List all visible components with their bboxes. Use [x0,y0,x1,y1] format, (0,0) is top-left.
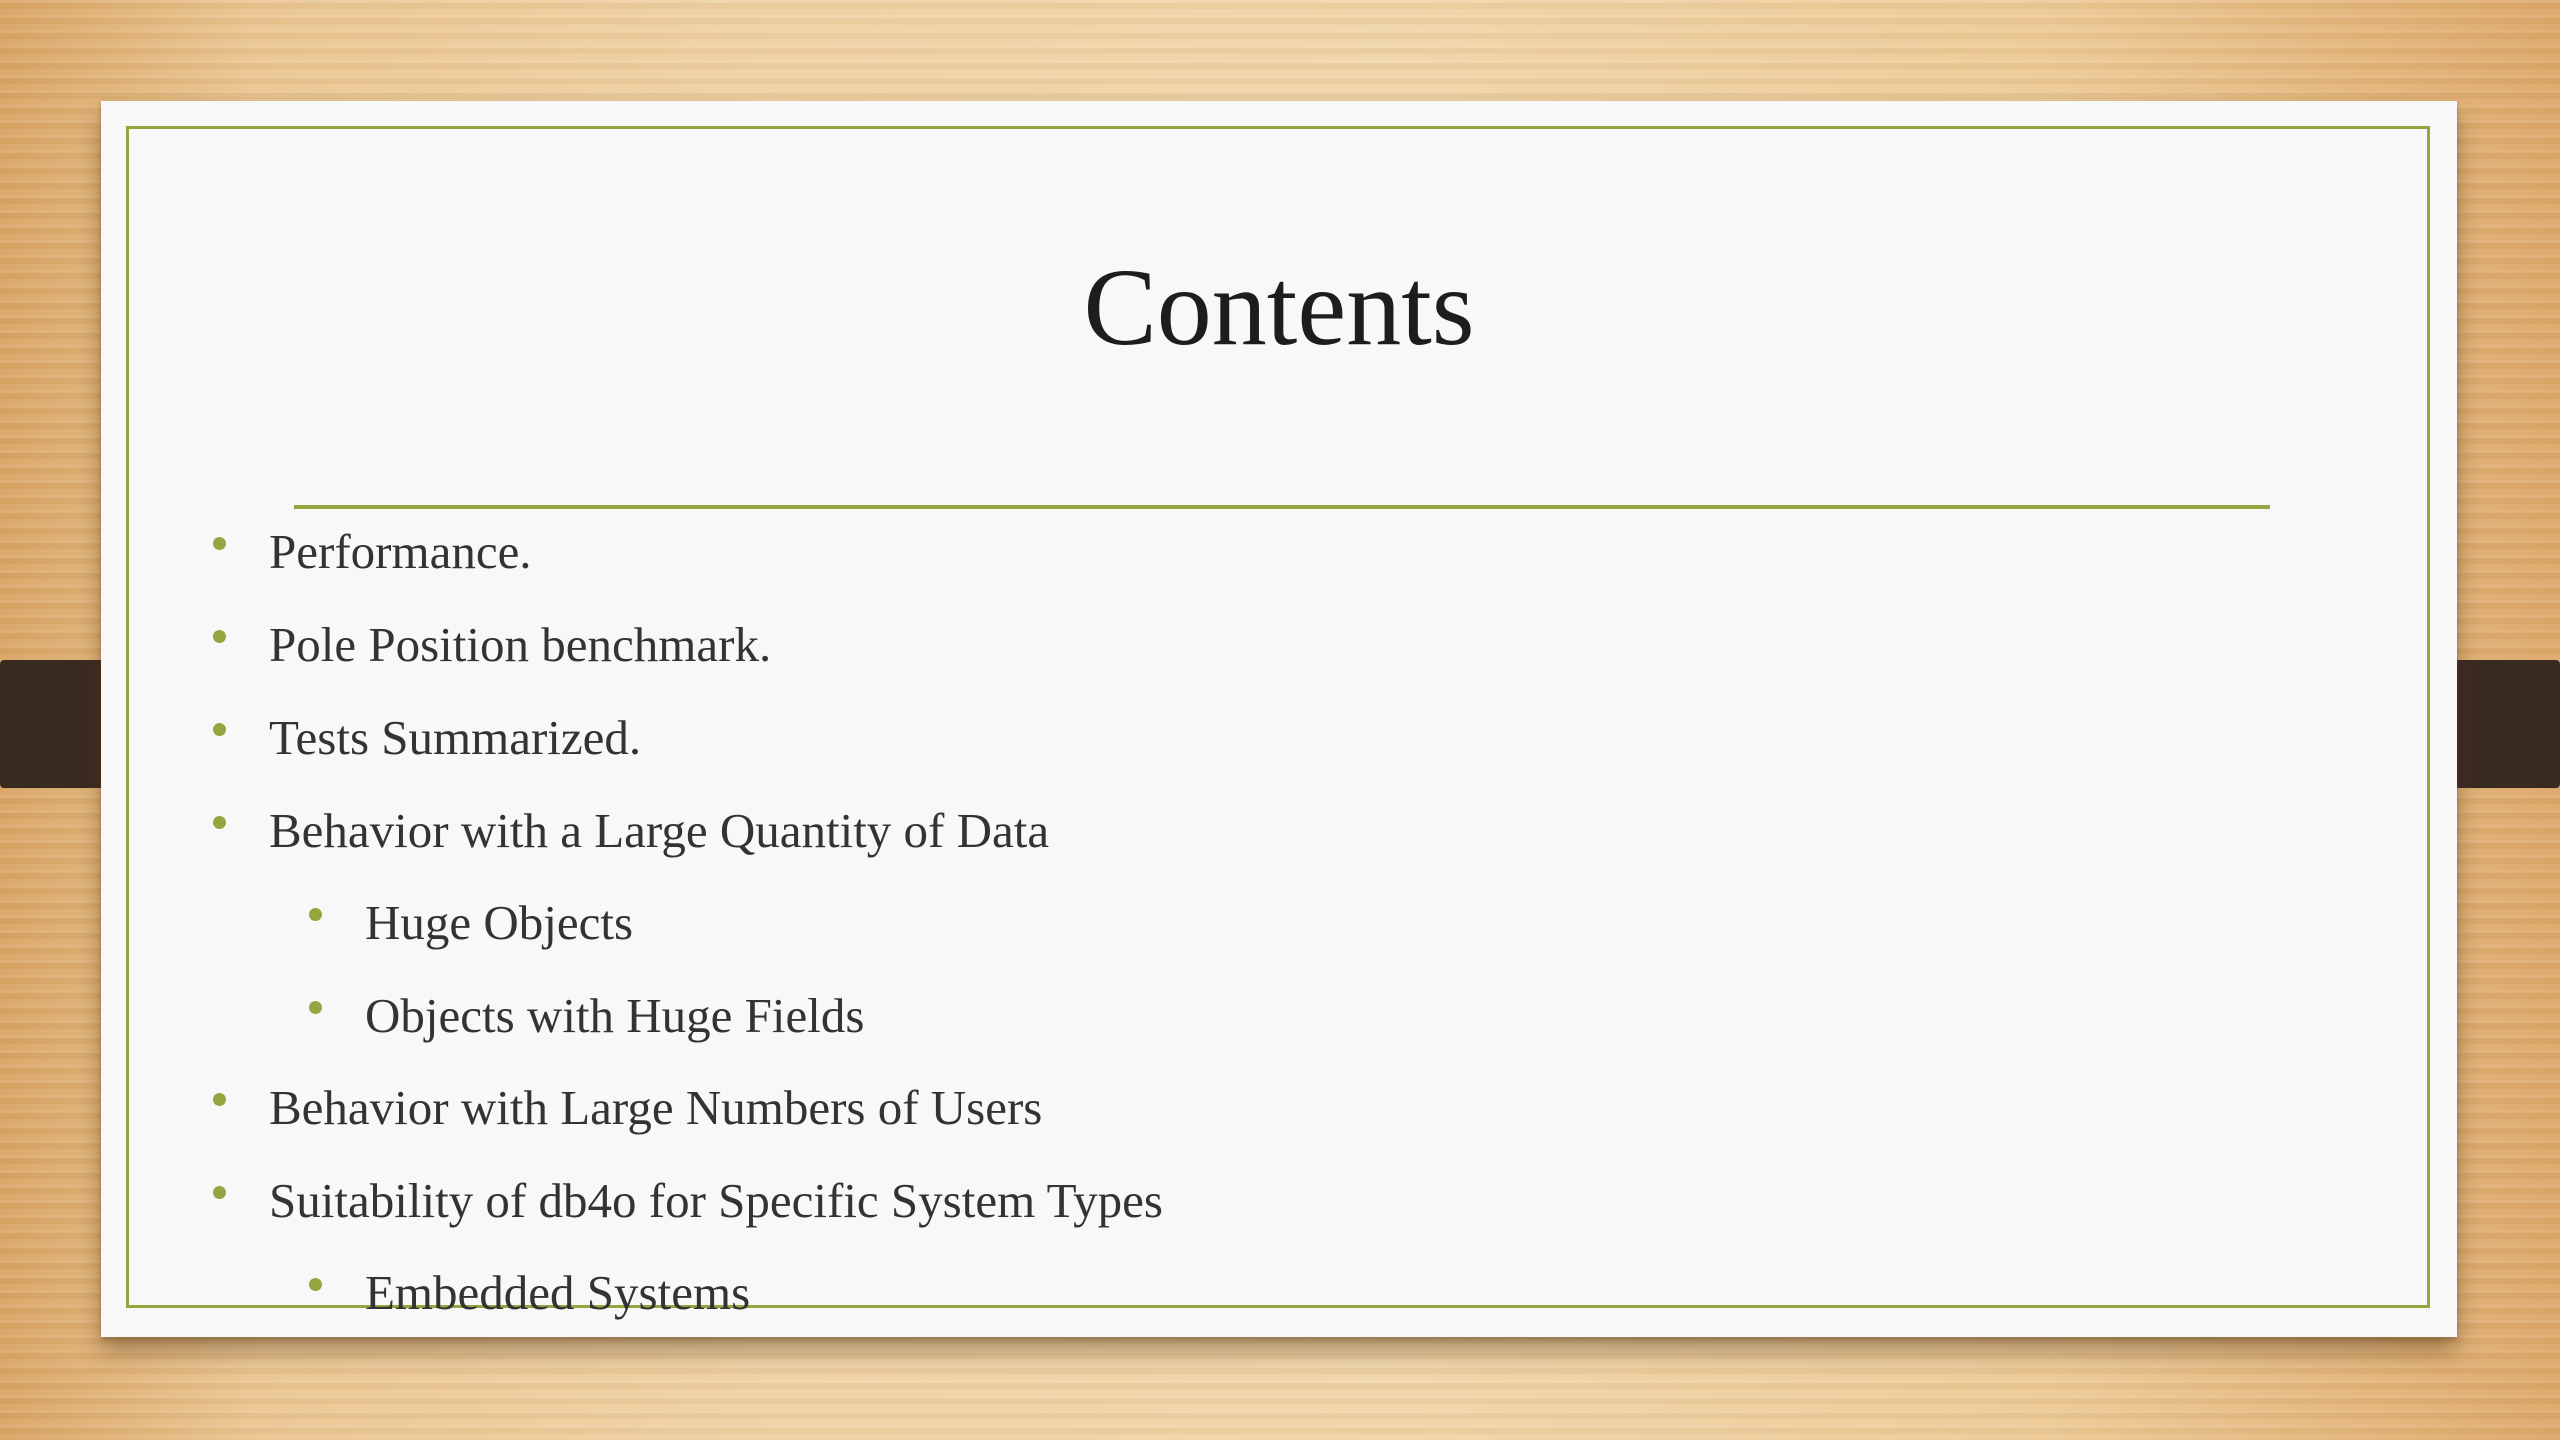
bullet-icon [309,1278,322,1291]
list-item-text: Objects with Huge Fields [365,988,865,1043]
bullet-icon [309,908,322,921]
bullet-icon [213,1093,226,1106]
list-item-text: Pole Position benchmark. [269,617,772,672]
slide [101,101,2457,1337]
list-item-text: Huge Objects [365,895,634,950]
bullet-icon [213,537,226,550]
bullet-icon [213,723,226,736]
bullet-icon [213,816,226,829]
list-item [365,1265,751,1320]
list-item-text: Behavior with a Large Quantity of Data [269,803,1050,858]
bullet-icon [309,1001,322,1014]
list-item-text: Embedded Systems [365,1265,751,1320]
list-item-text: Tests Summarized. [269,710,642,765]
list-item [269,1173,1163,1228]
list-item [269,524,532,579]
list-item [269,617,772,672]
list-item-text: Suitability of db4o for Specific System Types [269,1173,1163,1228]
list-item [269,803,1050,858]
contents-list [101,101,2457,1337]
list-item-text: Behavior with Large Numbers of Users [269,1080,1043,1135]
bullet-icon [213,630,226,643]
list-item [269,710,642,765]
bullet-icon [213,1186,226,1199]
list-item [365,895,634,950]
list-item-text: Performance. [269,524,532,579]
slide-title: Contents [1083,246,1475,368]
list-item [365,988,865,1043]
list-item [269,1080,1043,1135]
